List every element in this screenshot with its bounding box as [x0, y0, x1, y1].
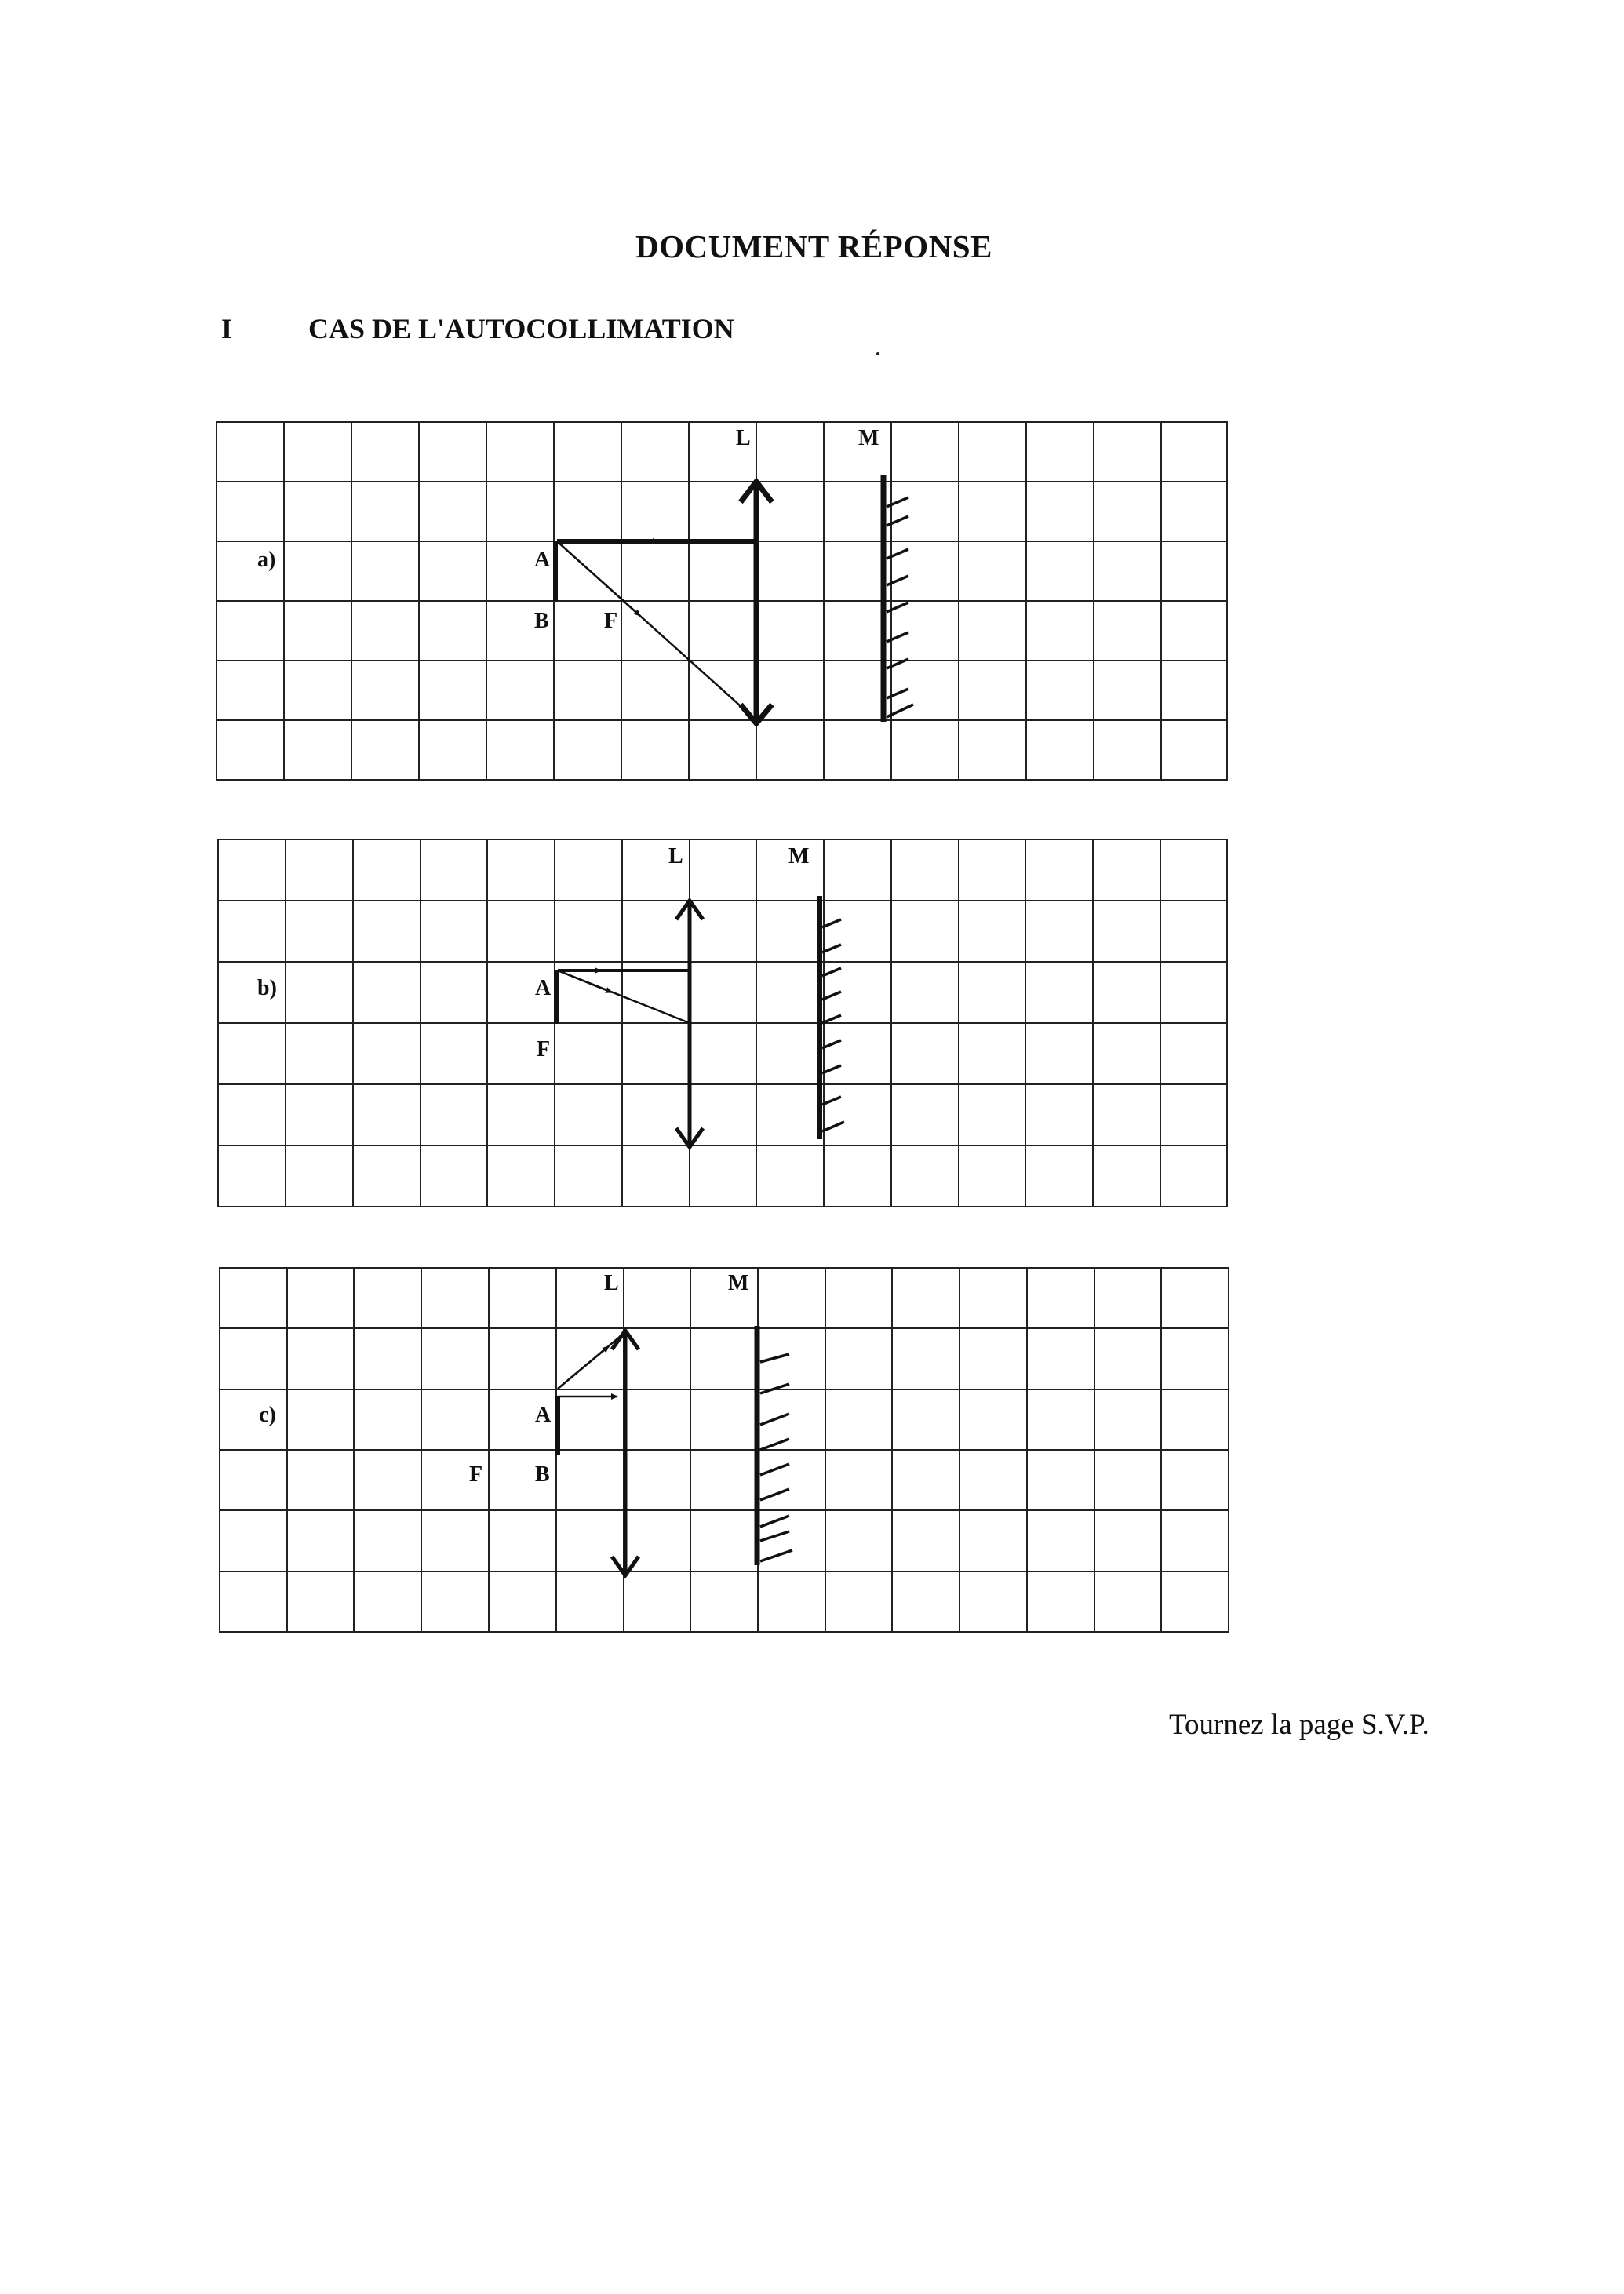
point-f-label-c: F: [469, 1462, 483, 1487]
case-label-c: c): [259, 1403, 276, 1427]
point-a-label-c: A: [535, 1403, 552, 1427]
section-title: CAS DE L'AUTOCOLLIMATION: [308, 313, 734, 344]
plane-mirror-c: [757, 1326, 792, 1565]
case-label-b: b): [257, 976, 277, 1000]
figure-c: [220, 1268, 1229, 1632]
mirror-label-b: M: [788, 844, 810, 868]
rays-b: [558, 970, 690, 1023]
converging-lens-c: [612, 1331, 639, 1575]
grid-a: [217, 422, 1227, 780]
point-b-label-c: B: [535, 1462, 550, 1487]
lens-label-a: L: [736, 426, 751, 450]
lens-label-c: L: [604, 1271, 619, 1295]
figure-a: [217, 422, 1227, 780]
plane-mirror-a: [883, 475, 913, 722]
case-label-a: a): [257, 548, 276, 572]
footer-turn-page: Tournez la page S.V.P.: [1169, 1709, 1429, 1741]
section-number: I: [221, 313, 233, 344]
point-a-label-b: A: [535, 976, 552, 1000]
mirror-label-a: M: [858, 426, 879, 450]
point-f-label-b: F: [537, 1037, 551, 1061]
figure-b: [218, 839, 1227, 1207]
grid-b: [218, 839, 1227, 1207]
rays-c: [558, 1332, 625, 1396]
lens-label-b: L: [668, 844, 683, 868]
page-title: DOCUMENT RÉPONSE: [635, 228, 992, 264]
rays-a: [557, 541, 756, 720]
grid-c: [220, 1268, 1229, 1632]
point-a-label-a: A: [534, 548, 551, 572]
converging-lens-a: [741, 482, 772, 723]
mirror-label-c: M: [728, 1271, 749, 1295]
point-b-label-a: B: [534, 609, 549, 633]
point-f-label-a: F: [604, 609, 618, 633]
